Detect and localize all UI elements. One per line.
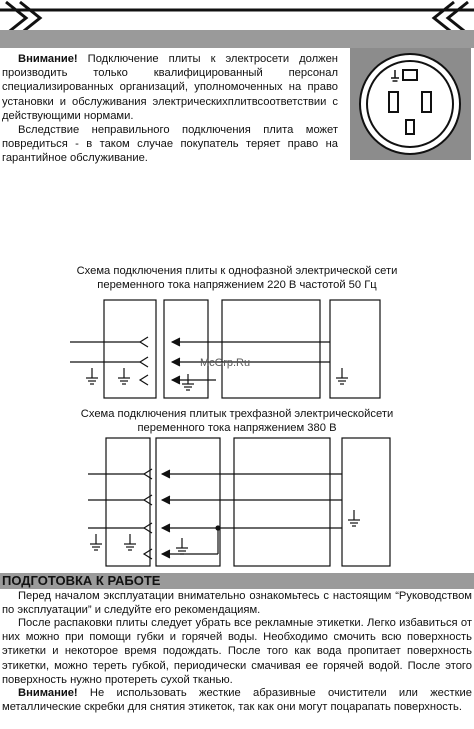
three-phase-wiring-diagram: [0, 434, 474, 570]
preparation-warning-label: Внимание!: [18, 687, 78, 699]
three-phase-caption-line1: Схема подключения плитык трехфазной электрическойсети: [80, 408, 394, 420]
ground-icon: [90, 510, 360, 554]
socket-illustration: [350, 48, 471, 160]
single-phase-caption-line1: Схема подключения плиты к однофазной электрической сети: [76, 265, 398, 277]
header-gray-band: [0, 30, 474, 48]
warning-label: Внимание!: [18, 53, 78, 65]
warning-paragraph: [2, 52, 338, 123]
three-phase-caption: [0, 407, 474, 435]
single-phase-caption: [0, 264, 474, 292]
consequence-paragraph: Вследствие неправильного подключения плита может повредиться - в таком случае покупатель теряет право на гарантийное обслуживание.: [2, 124, 338, 165]
preparation-warning-paragraph: [2, 686, 472, 714]
single-phase-caption-line2: переменного тока напряжением 220 В частотой 50 Гц: [97, 279, 377, 291]
preparation-paragraph-1: Перед началом эксплуатации внимательно ознакомьтесь с настоящим “Руководством по эксплуатации” и следуйте его рекомендациям.: [2, 590, 472, 617]
warning-text: Подключение плиты к электросети должен производить только квалифицированный персонал специализированных организаций, уполномоченных на право установки и обслуживания электрическихплитвсоответствии с действующими нормами.: [2, 53, 338, 122]
preparation-paragraph-2: После распаковки плиты следует убрать все рекламные этикетки. Легко избавиться от них можно при помощи губки и горячей воды. Необходимо смочить всю поверхность этикетки и некоторое время подождать. После того как вода пропитает поверхность этикетки, можно тереть губкой, периодически смачивая ее горячей водой. После этого поверхность нужно протереть сухой тканью.: [2, 617, 472, 686]
watermark: McGrp.Ru: [200, 357, 251, 369]
three-phase-caption-line2: переменного тока напряжением 380 В: [137, 422, 337, 434]
preparation-heading: ПОДГОТОВКА К РАБОТЕ: [0, 573, 474, 589]
ground-icon: [86, 368, 348, 390]
single-phase-wiring-diagram: [0, 296, 474, 402]
preparation-warning-text: Не использовать жесткие абразивные очистители или жесткие металлические скребки для снятия этикеток, так как они могут поцарапать поверхность.: [2, 687, 472, 714]
socket-icon: [350, 48, 471, 160]
